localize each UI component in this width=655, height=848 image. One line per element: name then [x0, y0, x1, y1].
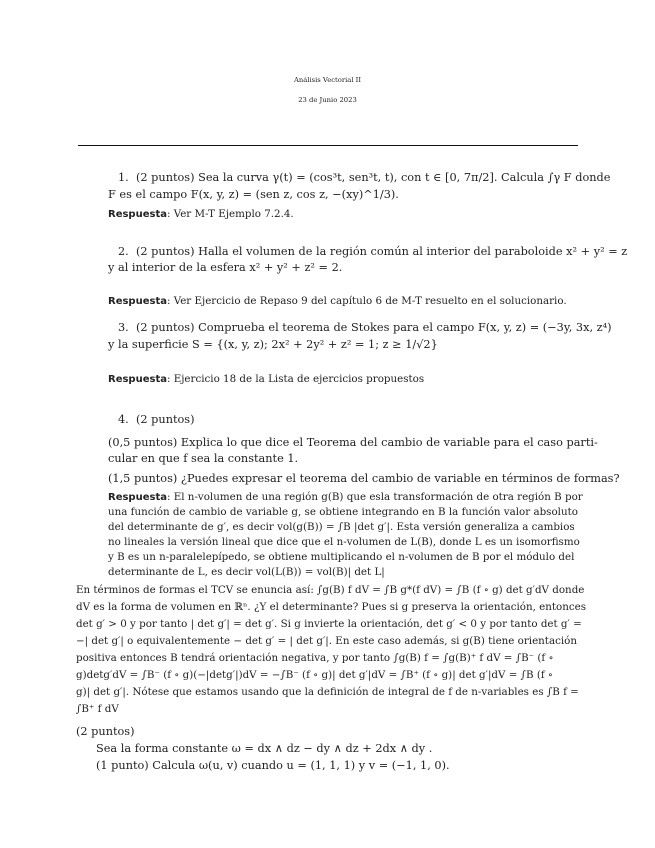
- q2-answer: [108, 294, 567, 309]
- tcv-line-7: g)| det g′|. Nótese que estamos usando que la definición de integral de f de n-variables es ∫B f =: [76, 686, 579, 698]
- tcv-line-3: det g′ > 0 y por tanto | det g′| = det g′. Si g invierte la orientación, det g′ < 0 y por tanto det g′ =: [76, 618, 582, 630]
- q4-part-b: (1,5 puntos) ¿Puedes expresar el teorema del cambio de variable en términos de formas?: [108, 472, 620, 485]
- q4-part-a-line-1: (0,5 puntos) Explica lo que dice el Teorema del cambio de variable para el caso parti-: [108, 436, 598, 449]
- answer-label: Respuesta: [108, 492, 167, 503]
- tcv-line-5: positiva entonces B tendrá orientación negativa, y por tanto ∫g(B) f = ∫g(B)⁺ f dV = ∫B⁻ (f ∘: [76, 652, 554, 664]
- q5-head: (2 puntos): [76, 725, 135, 738]
- q2-line-2: y al interior de la esfera x² + y² + z² = 2.: [108, 261, 343, 274]
- q4-number: 4.: [118, 413, 129, 426]
- tcv-line-1: En términos de formas el TCV se enuncia así: ∫g(B) f dV = ∫B g*(f dV) = ∫B (f ∘ g) det g′dV donde: [76, 584, 585, 596]
- q5-line-1: Sea la forma constante ω = dx ∧ dz − dy ∧ dz + 2dx ∧ dy .: [96, 742, 433, 755]
- q1-answer-text: : Ver M-T Ejemplo 7.2.4.: [166, 208, 294, 220]
- tcv-line-4: −| det g′| o equivalentemente − det g′ = | det g′|. En este caso además, si g(B) tiene orientación: [76, 635, 577, 647]
- q4-answer-line-5: y B es un n-paralelepípedo, se obtiene multiplicando el n-volumen de B por el módulo del: [108, 551, 575, 563]
- answer-label: Respuesta: [108, 209, 167, 220]
- q1-line-2: F es el campo F(x, y, z) = (sen z, cos z, −(xy)^1/3).: [108, 188, 399, 201]
- q3-answer: [108, 372, 424, 387]
- q1-line-1: (2 puntos) Sea la curva γ(t) = (cos³t, sen³t, t), con t ∈ [0, 7π/2]. Calcula ∫γ F donde: [136, 171, 611, 184]
- q3-line-2: y la superficie S = {(x, y, z); 2x² + 2y² + z² = 1; z ≥ 1/√2}: [108, 338, 438, 351]
- tcv-line-6: g)detg′dV = ∫B⁻ (f ∘ g)(−|detg′|)dV = −∫B⁻ (f ∘ g)| det g′|dV = ∫B⁺ (f ∘ g)| det g′|dV = ∫B (f ∘: [76, 669, 553, 681]
- q4-answer-text: : El n-volumen de una región g(B) que esla transformación de otra región B por: [166, 491, 583, 503]
- q4-part-a-line-2: cular en que f sea la constante 1.: [108, 452, 299, 465]
- q4-answer-line-4: no lineales la versión lineal que dice que el n-volumen de L(B), donde L es un isomorfismo: [108, 536, 580, 548]
- exam-title: Análisis Vectorial II: [293, 76, 362, 84]
- q4-answer-line-1: [108, 490, 583, 505]
- answer-label: Respuesta: [108, 296, 167, 307]
- title-divider: [78, 145, 578, 146]
- q1-number: 1.: [118, 171, 129, 184]
- exam-date: 23 de Junio 2023: [298, 96, 357, 104]
- q2-answer-text: : Ver Ejercicio de Repaso 9 del capítulo 6 de M-T resuelto en el solucionario.: [166, 295, 567, 307]
- q3-answer-text: : Ejercicio 18 de la Lista de ejercicios propuestos: [166, 373, 425, 385]
- q3-number: 3.: [118, 321, 129, 334]
- q4-answer-line-3: del determinante de g′, es decir vol(g(B)) = ∫B |det g′|. Esta versión generaliza a cambios: [108, 521, 575, 533]
- q3-line-1: (2 puntos) Comprueba el teorema de Stokes para el campo F(x, y, z) = (−3y, 3x, z⁴): [136, 321, 612, 334]
- tcv-line-8: ∫B⁺ f dV: [76, 703, 119, 715]
- q2-line-1: (2 puntos) Halla el volumen de la región común al interior del paraboloide x² + y² = z: [136, 245, 628, 258]
- tcv-line-2: dV es la forma de volumen en ℝⁿ. ¿Y el determinante? Pues si g preserva la orientación, entonces: [76, 601, 587, 613]
- q2-number: 2.: [118, 245, 129, 258]
- q1-answer: [108, 207, 294, 222]
- q4-answer-line-2: una función de cambio de variable g, se obtiene integrando en B la función valor absoluto: [108, 506, 578, 518]
- answer-label: Respuesta: [108, 374, 167, 385]
- q4-head: (2 puntos): [136, 413, 195, 426]
- q5-line-2: (1 punto) Calcula ω(u, v) cuando u = (1, 1, 1) y v = (−1, 1, 0).: [96, 759, 450, 772]
- q4-answer-line-6: determinante de L, es decir vol(L(B)) = vol(B)| det L|: [108, 566, 385, 578]
